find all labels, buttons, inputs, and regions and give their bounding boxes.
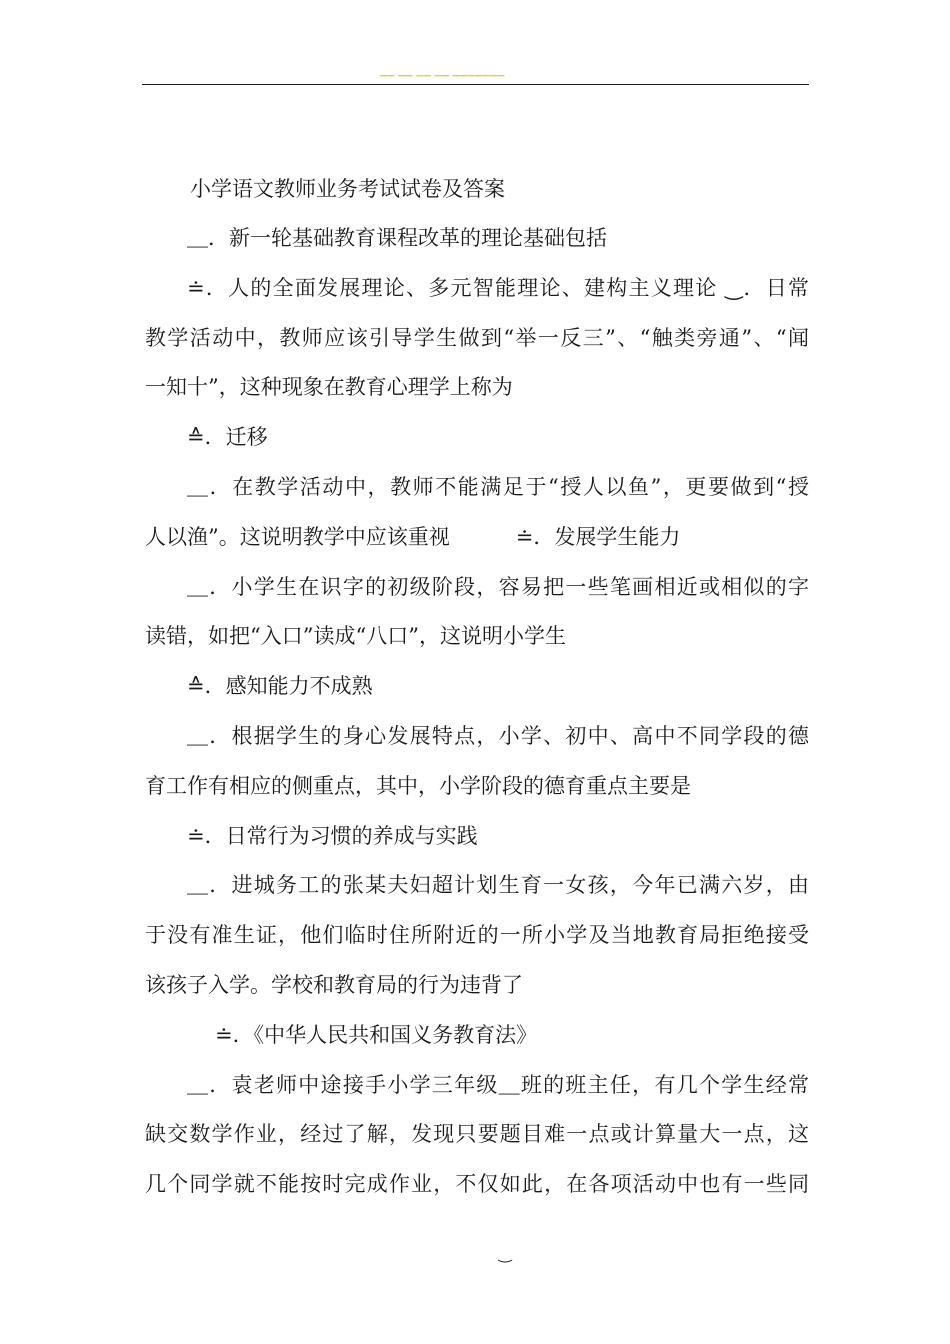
question-7-continued-2: 几个同学就不能按时完成作业，不仅如此，在各项活动中也有一些同 [145, 1172, 809, 1196]
question-6: ＿．进城务工的张某夫妇超计划生育一女孩，今年已满六岁，由 [187, 873, 809, 897]
question-4: ＿．小学生在识字的初级阶段，容易把一些笔画相近或相似的字 [187, 575, 809, 599]
question-1: ＿．新一轮基础教育课程改革的理论基础包括 [187, 226, 607, 250]
question-3-end-text: 人以渔”。这说明教学中应该重视 [145, 525, 450, 549]
answer-6: ≐．《中华人民共和国义务教育法》 [215, 1023, 538, 1047]
answer-1-and-question-2: ≐．人的全面发展理论、多元智能理论、建构主义理论 ‿．日常 [187, 276, 809, 300]
header-divider [142, 84, 809, 85]
question-7: ＿．袁老师中途接手小学三年级＿班的班主任，有几个学生经常 [187, 1073, 809, 1097]
header-watermark-text: ▁▁ ▁▁ ▁▁ ▁▁ ▁▁▁▁▁▁▁ [380, 67, 505, 77]
question-3-end [145, 523, 809, 551]
answer-2: ≙．迁移 [187, 425, 268, 449]
question-2-continued: 教学活动中，教师应该引导学生做到“举一反三”、“触类旁通”、“闻 [145, 326, 809, 350]
answer-3: ≐．发展学生能力 [515, 525, 681, 549]
answer-5: ≐．日常行为习惯的养成与实践 [187, 824, 478, 848]
question-6-end: 该孩子入学。学校和教育局的行为违背了 [145, 973, 523, 997]
question-4-end: 读错，如把“入口”读成“八口”，这说明小学生 [145, 624, 566, 648]
question-7-continued: 缺交数学作业，经过了解，发现只要题目难一点或计算量大一点，这 [145, 1122, 809, 1146]
question-2-end: 一知十”，这种现象在教育心理学上称为 [145, 375, 513, 399]
question-5: ＿．根据学生的身心发展特点，小学、初中、高中不同学段的德 [187, 724, 809, 748]
answer-4: ≙．感知能力不成熟 [187, 674, 373, 698]
question-5-end: 育工作有相应的侧重点，其中，小学阶段的德育重点主要是 [145, 774, 691, 798]
page-number: ‿ [498, 1244, 512, 1263]
question-6-continued: 于没有准生证，他们临时住所附近的一所小学及当地教育局拒绝接受 [145, 923, 809, 947]
question-3: ＿．在教学活动中，教师不能满足于“授人以鱼”，更要做到“授 [187, 475, 809, 499]
document-title: 小学语文教师业务考试试卷及答案 [190, 177, 505, 201]
